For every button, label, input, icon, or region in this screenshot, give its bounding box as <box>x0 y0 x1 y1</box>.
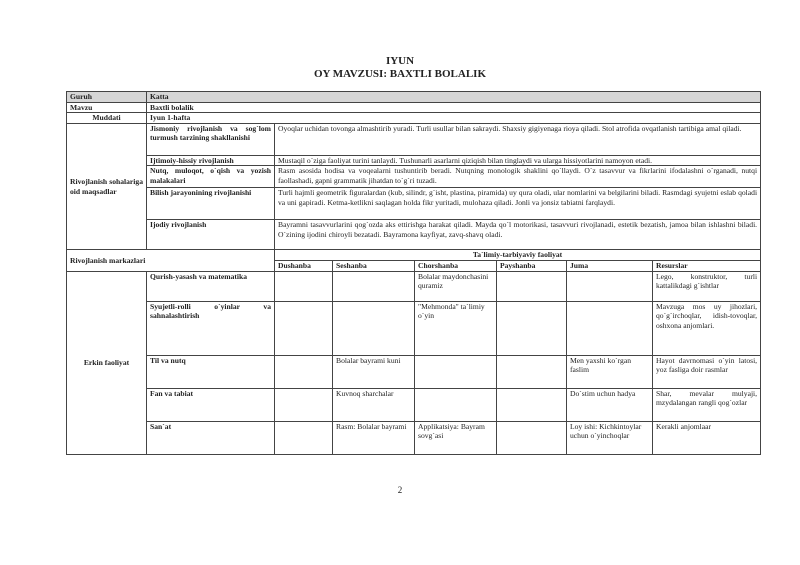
dev-goal-text: Rasm asosida hodisa va voqealarni tushuntirib beradi. Nutqning monologik shaklini qo`llaydi. O`z tasavvur va fikrlarini ifodalashni o`rganadi, nutqi faollashadi, gapni grammatik jihatdan to`g`ri tuzadi. <box>275 166 761 188</box>
topic-value: Baxtli bolalik <box>147 102 761 113</box>
activity-cell <box>567 271 653 301</box>
month-theme-title: OY MAVZUSI: BAXTLI BOLALIK <box>313 68 487 80</box>
center-name: San`at <box>147 421 275 454</box>
dev-area: Jismoniy rivojlanish va sog`lom turmush tarzining shakllanishi <box>147 123 275 155</box>
day-header-wednesday: Chorshanba <box>415 260 497 271</box>
dev-area: Ijodiy rivojlanish <box>147 220 275 250</box>
dev-row <box>67 123 761 155</box>
activity-cell <box>333 271 415 301</box>
activity-cell: Men yaxshi ko`rgan faslim <box>567 355 653 388</box>
resources-cell: Hayot davrnomasi o`yin latosi, yoz fasliga doir rasmlar <box>653 355 761 388</box>
weekly-plan-table <box>66 91 761 455</box>
dev-goal-text: Bayramni tasavvurlarini qog`ozda aks ettirishga harakat qiladi. Mayda qo`l motorikasi, tasavvuri rivojlanadi, estetik bezatish, jamoa bilan ishlashni biladi. O`zining ijodini chiroyli bezatadi. Bayramona kayfiyat, zavq-shavq oladi. <box>275 220 761 250</box>
day-header-tuesday: Seshanba <box>333 260 415 271</box>
topic-label: Mavzu <box>67 102 147 113</box>
resources-cell: Shar, mevalar mulyaji, mzydalangan rangli qog`ozlar <box>653 388 761 421</box>
duration-value: Iyun 1-hafta <box>147 113 761 124</box>
center-row <box>67 388 761 421</box>
activity-cell <box>275 271 333 301</box>
center-name: Til va nutq <box>147 355 275 388</box>
month-title: IYUN <box>385 55 415 67</box>
activity-cell: "Mehmonda" ta`limiy o`yin <box>415 301 497 355</box>
duration-row <box>67 113 761 124</box>
activity-cell: Bolalar maydonchasini quramiz <box>415 271 497 301</box>
activity-cell <box>497 301 567 355</box>
activity-cell: Applikatsiya: Bayram sovg`asi <box>415 421 497 454</box>
dev-goal-text: Mustaqil o`ziga faoliyat turini tanlaydi. Tushunarli asarlarni qiziqish bilan tinglaydi va ularga hissiyotlarini namoyon etadi. <box>275 155 761 166</box>
activity-cell <box>275 301 333 355</box>
activity-cell: Kuvnoq sharchalar <box>333 388 415 421</box>
activity-cell <box>415 388 497 421</box>
activity-cell <box>567 301 653 355</box>
free-activity-label: Erkin faoliyat <box>67 271 147 454</box>
activity-title: Ta`limiy-tarbiyaviy faoliyat <box>275 250 761 261</box>
activity-cell <box>415 355 497 388</box>
dev-goals-label: Rivojlanish sohalariga oid maqsadlar <box>67 123 147 250</box>
activity-title-row <box>67 250 761 261</box>
resources-cell: Mavzuga mos uy jihozlari, qo`g`irchoqlar, idish-tovoqlar, oshxona anjomlari. <box>653 301 761 355</box>
center-name: Qurish-yasash va matematika <box>147 271 275 301</box>
activity-cell <box>497 271 567 301</box>
resources-cell: Lego, konstruktor, turli kattalikdagi g`ishtlar <box>653 271 761 301</box>
center-row <box>67 271 761 301</box>
dev-goal-text: Oyoqlar uchidan tovonga almashtirib yuradi. Turli usullar bilan sakraydi. Shaxsiy gigiyenaga rioya qiladi. Stol atrofida ovqatlanish tartibiga amal qiladi. <box>275 123 761 155</box>
resources-cell: Kerakli anjomlaar <box>653 421 761 454</box>
dev-row <box>67 155 761 166</box>
activity-cell <box>275 388 333 421</box>
group-value: Katta <box>147 92 761 103</box>
activity-cell: Rasm: Bolalar bayrami <box>333 421 415 454</box>
activity-cell <box>275 421 333 454</box>
day-header-monday: Dushanba <box>275 260 333 271</box>
dev-row <box>67 166 761 188</box>
dev-area: Ijtimoiy-hissiy rivojlanish <box>147 155 275 166</box>
dev-row <box>67 188 761 220</box>
activity-cell <box>497 355 567 388</box>
center-name: Syujetli-rolli o`yinlar va sahnalashtirish <box>147 301 275 355</box>
center-row <box>67 355 761 388</box>
page-number: 2 <box>397 485 403 495</box>
topic-row <box>67 102 761 113</box>
center-row <box>67 421 761 454</box>
group-row <box>67 92 761 103</box>
activity-cell: Bolalar bayrami kuni <box>333 355 415 388</box>
dev-row <box>67 220 761 250</box>
group-label: Guruh <box>67 92 147 103</box>
activity-cell <box>333 301 415 355</box>
duration-label: Muddati <box>67 113 147 124</box>
activity-cell <box>497 421 567 454</box>
activity-cell: Loy ishi: Kichkintoylar uchun o`yinchoqlar <box>567 421 653 454</box>
activity-cell <box>275 355 333 388</box>
activity-cell <box>497 388 567 421</box>
resources-header: Resurslar <box>653 260 761 271</box>
day-header-thursday: Payshanba <box>497 260 567 271</box>
dev-area: Nutq, muloqot, o`qish va yozish malakalari <box>147 166 275 188</box>
center-name: Fan va tabiat <box>147 388 275 421</box>
dev-area: Bilish jarayonining rivojlanishi <box>147 188 275 220</box>
day-header-friday: Juma <box>567 260 653 271</box>
center-row <box>67 301 761 355</box>
activity-cell: Do`stim uchun hadya <box>567 388 653 421</box>
centers-label: Rivojlanish markazlari <box>67 250 275 271</box>
dev-goal-text: Turli hajmli geometrik figuralardan (kub, silindr, g`isht, plastina, piramida) uy qura oladi, ular nomlarini va belgilarini biladi. Rasmdagi syujetni eslab qoladi va uni gapiradi. Ketma-ketlikni saqlagan holda fikr yuritadi, mulohaza qiladi. Jonli va jonsiz tabiatni farqlaydi. <box>275 188 761 220</box>
